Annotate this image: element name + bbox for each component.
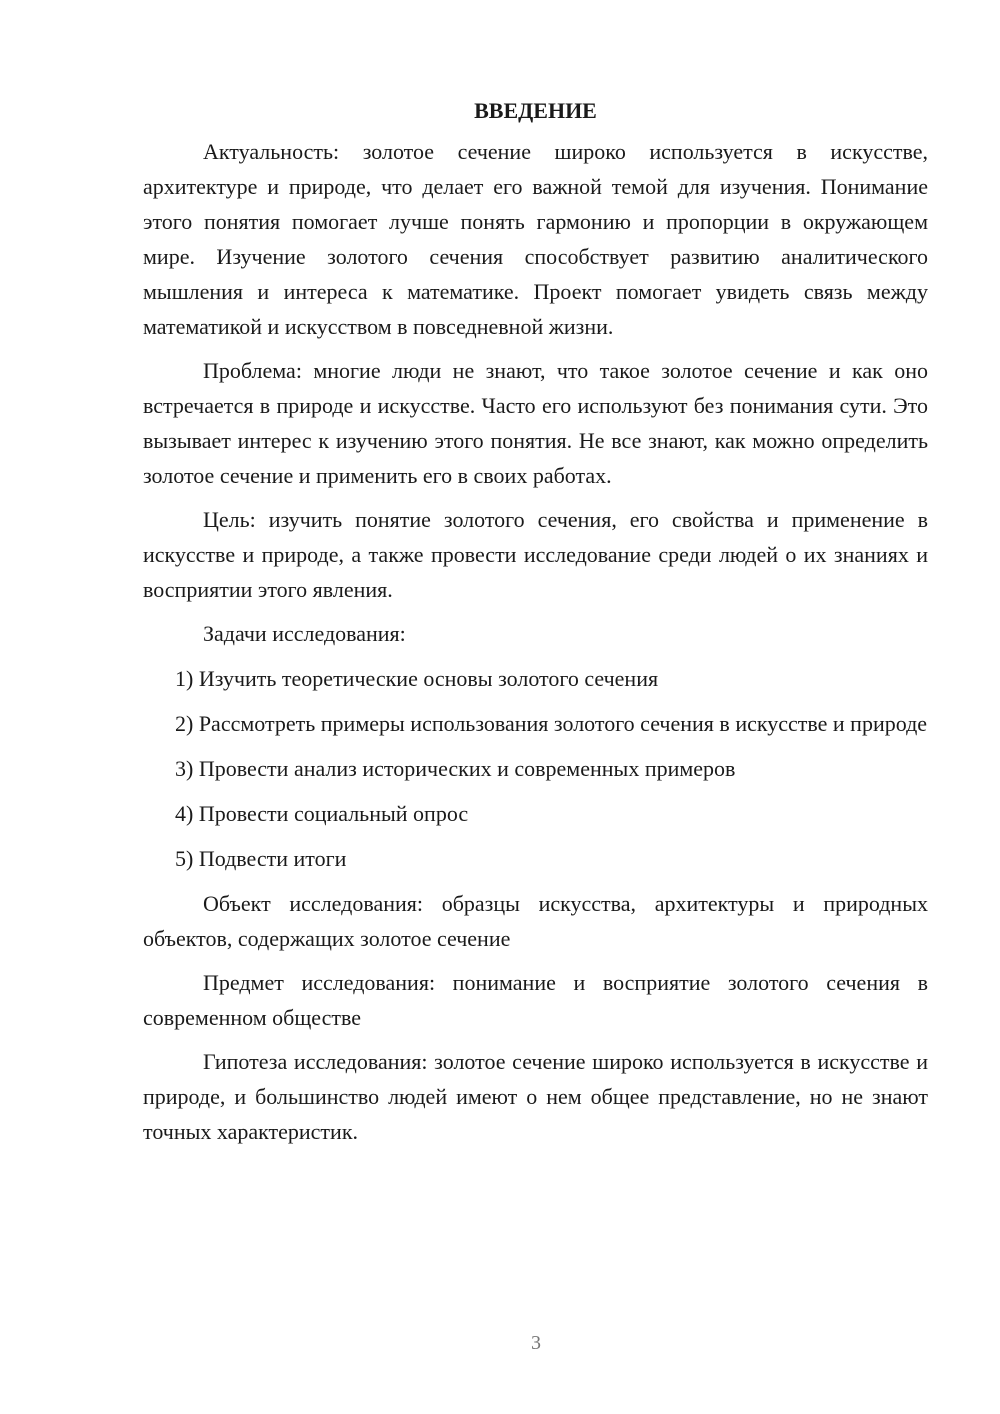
relevance-paragraph: Актуальность: золотое сечение широко используется в искусстве, архитектуре и природе, что делает его важной темой для изучения. Понимание этого понятия помогает лучше понять гармонию и пропорции в окружающем мире. Изучение золотого сечения способствует развитию аналитического мышления и интереса к математике. Проект помогает увидеть связь между математикой и искусством в повседневной жизни.	[143, 139, 928, 339]
subject-paragraph: Предмет исследования: понимание и восприятие золотого сечения в современном обществе	[143, 970, 928, 1030]
tasks-heading: Задачи исследования:	[203, 621, 406, 646]
task-item-4: 4) Провести социальный опрос	[175, 801, 469, 826]
object-paragraph: Объект исследования: образцы искусства, архитектуры и природных объектов, содержащих золотое сечение	[143, 891, 928, 951]
goal-paragraph: Цель: изучить понятие золотого сечения, его свойства и применение в искусстве и природе, а также провести исследование среди людей о их знаниях и восприятии этого явления.	[143, 507, 928, 602]
task-item-1: 1) Изучить теоретические основы золотого сечения	[175, 666, 659, 691]
page-title: ВВЕДЕНИЕ	[474, 98, 597, 123]
task-item-5: 5) Подвести итоги	[175, 846, 347, 871]
problem-paragraph: Проблема: многие люди не знают, что такое золотое сечение и как оно встречается в природе и искусстве. Часто его используют без понимания сути. Это вызывает интерес к изучению этого понятия. Не все знают, как можно определить золотое сечение и применить его в своих работах.	[143, 358, 928, 488]
task-item-2: 2) Рассмотреть примеры использования золотого сечения в искусстве и природе	[175, 711, 928, 736]
task-item-3: 3) Провести анализ исторических и современных примеров	[175, 756, 736, 781]
page-number: 3	[531, 1332, 541, 1354]
document-page	[143, 96, 928, 1158]
hypothesis-paragraph: Гипотеза исследования: золотое сечение широко используется в искусстве и природе, и большинство людей имеют о нем общее представление, но не знают точных характеристик.	[143, 1049, 928, 1144]
